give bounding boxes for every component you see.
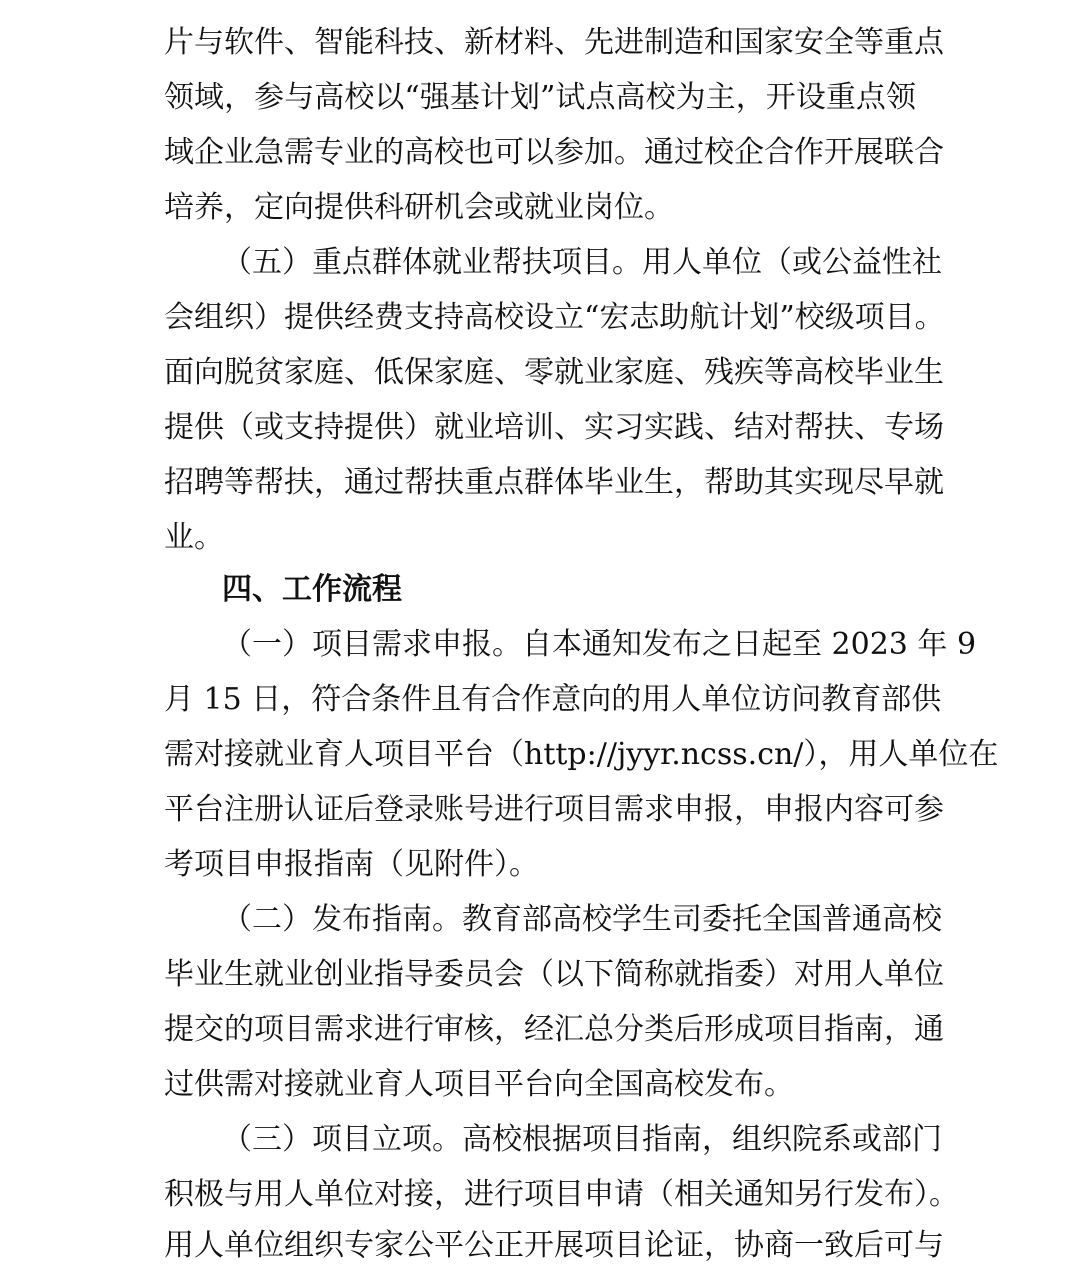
paragraph-line: 需对接就业育人项目平台（http://jyyr.ncss.cn/），用人单位在: [164, 737, 999, 772]
paragraph-line: 毕业生就业创业指导委员会（以下简称就指委）对用人单位: [164, 957, 944, 992]
paragraph-line: 月 15 日，符合条件且有合作意向的用人单位访问教育部供: [164, 682, 942, 717]
paragraph-line: 提交的项目需求进行审核，经汇总分类后形成项目指南，通: [164, 1012, 944, 1047]
section-heading: 四、工作流程: [222, 572, 402, 607]
paragraph-line: 招聘等帮扶，通过帮扶重点群体毕业生，帮助其实现尽早就: [164, 465, 944, 500]
paragraph-line: 业。: [164, 520, 224, 555]
paragraph-line: 会组织）提供经费支持高校设立“宏志助航计划”校级项目。: [164, 300, 945, 335]
paragraph-line: 面向脱贫家庭、低保家庭、零就业家庭、残疾等高校毕业生: [164, 355, 944, 390]
paragraph-line: 过供需对接就业育人项目平台向全国高校发布。: [164, 1067, 794, 1102]
paragraph-line: 片与软件、智能科技、新材料、先进制造和国家安全等重点: [164, 25, 944, 60]
paragraph-line: 平台注册认证后登录账号进行项目需求申报，申报内容可参: [164, 792, 944, 827]
paragraph-line: 积极与用人单位对接，进行项目申请（相关通知另行发布）。: [164, 1177, 959, 1212]
paragraph-line: （三）项目立项。高校根据项目指南，组织院系或部门: [222, 1122, 942, 1157]
paragraph-line: （五）重点群体就业帮扶项目。用人单位（或公益性社: [222, 245, 942, 280]
paragraph-line: 用人单位组织专家公平公正开展项目论证，协商一致后可与: [164, 1228, 944, 1263]
paragraph-line: 培养，定向提供科研机会或就业岗位。: [164, 190, 674, 225]
paragraph-line: （二）发布指南。教育部高校学生司委托全国普通高校: [222, 902, 942, 937]
paragraph-line: 考项目申报指南（见附件）。: [164, 847, 539, 882]
paragraph-line: 提供（或支持提供）就业培训、实习实践、结对帮扶、专场: [164, 410, 944, 445]
paragraph-line: 域企业急需专业的高校也可以参加。通过校企合作开展联合: [164, 135, 944, 170]
paragraph-line: （一）项目需求申报。自本通知发布之日起至 2023 年 9: [222, 627, 977, 662]
paragraph-line: 领域，参与高校以“强基计划”试点高校为主，开设重点领: [164, 80, 916, 115]
